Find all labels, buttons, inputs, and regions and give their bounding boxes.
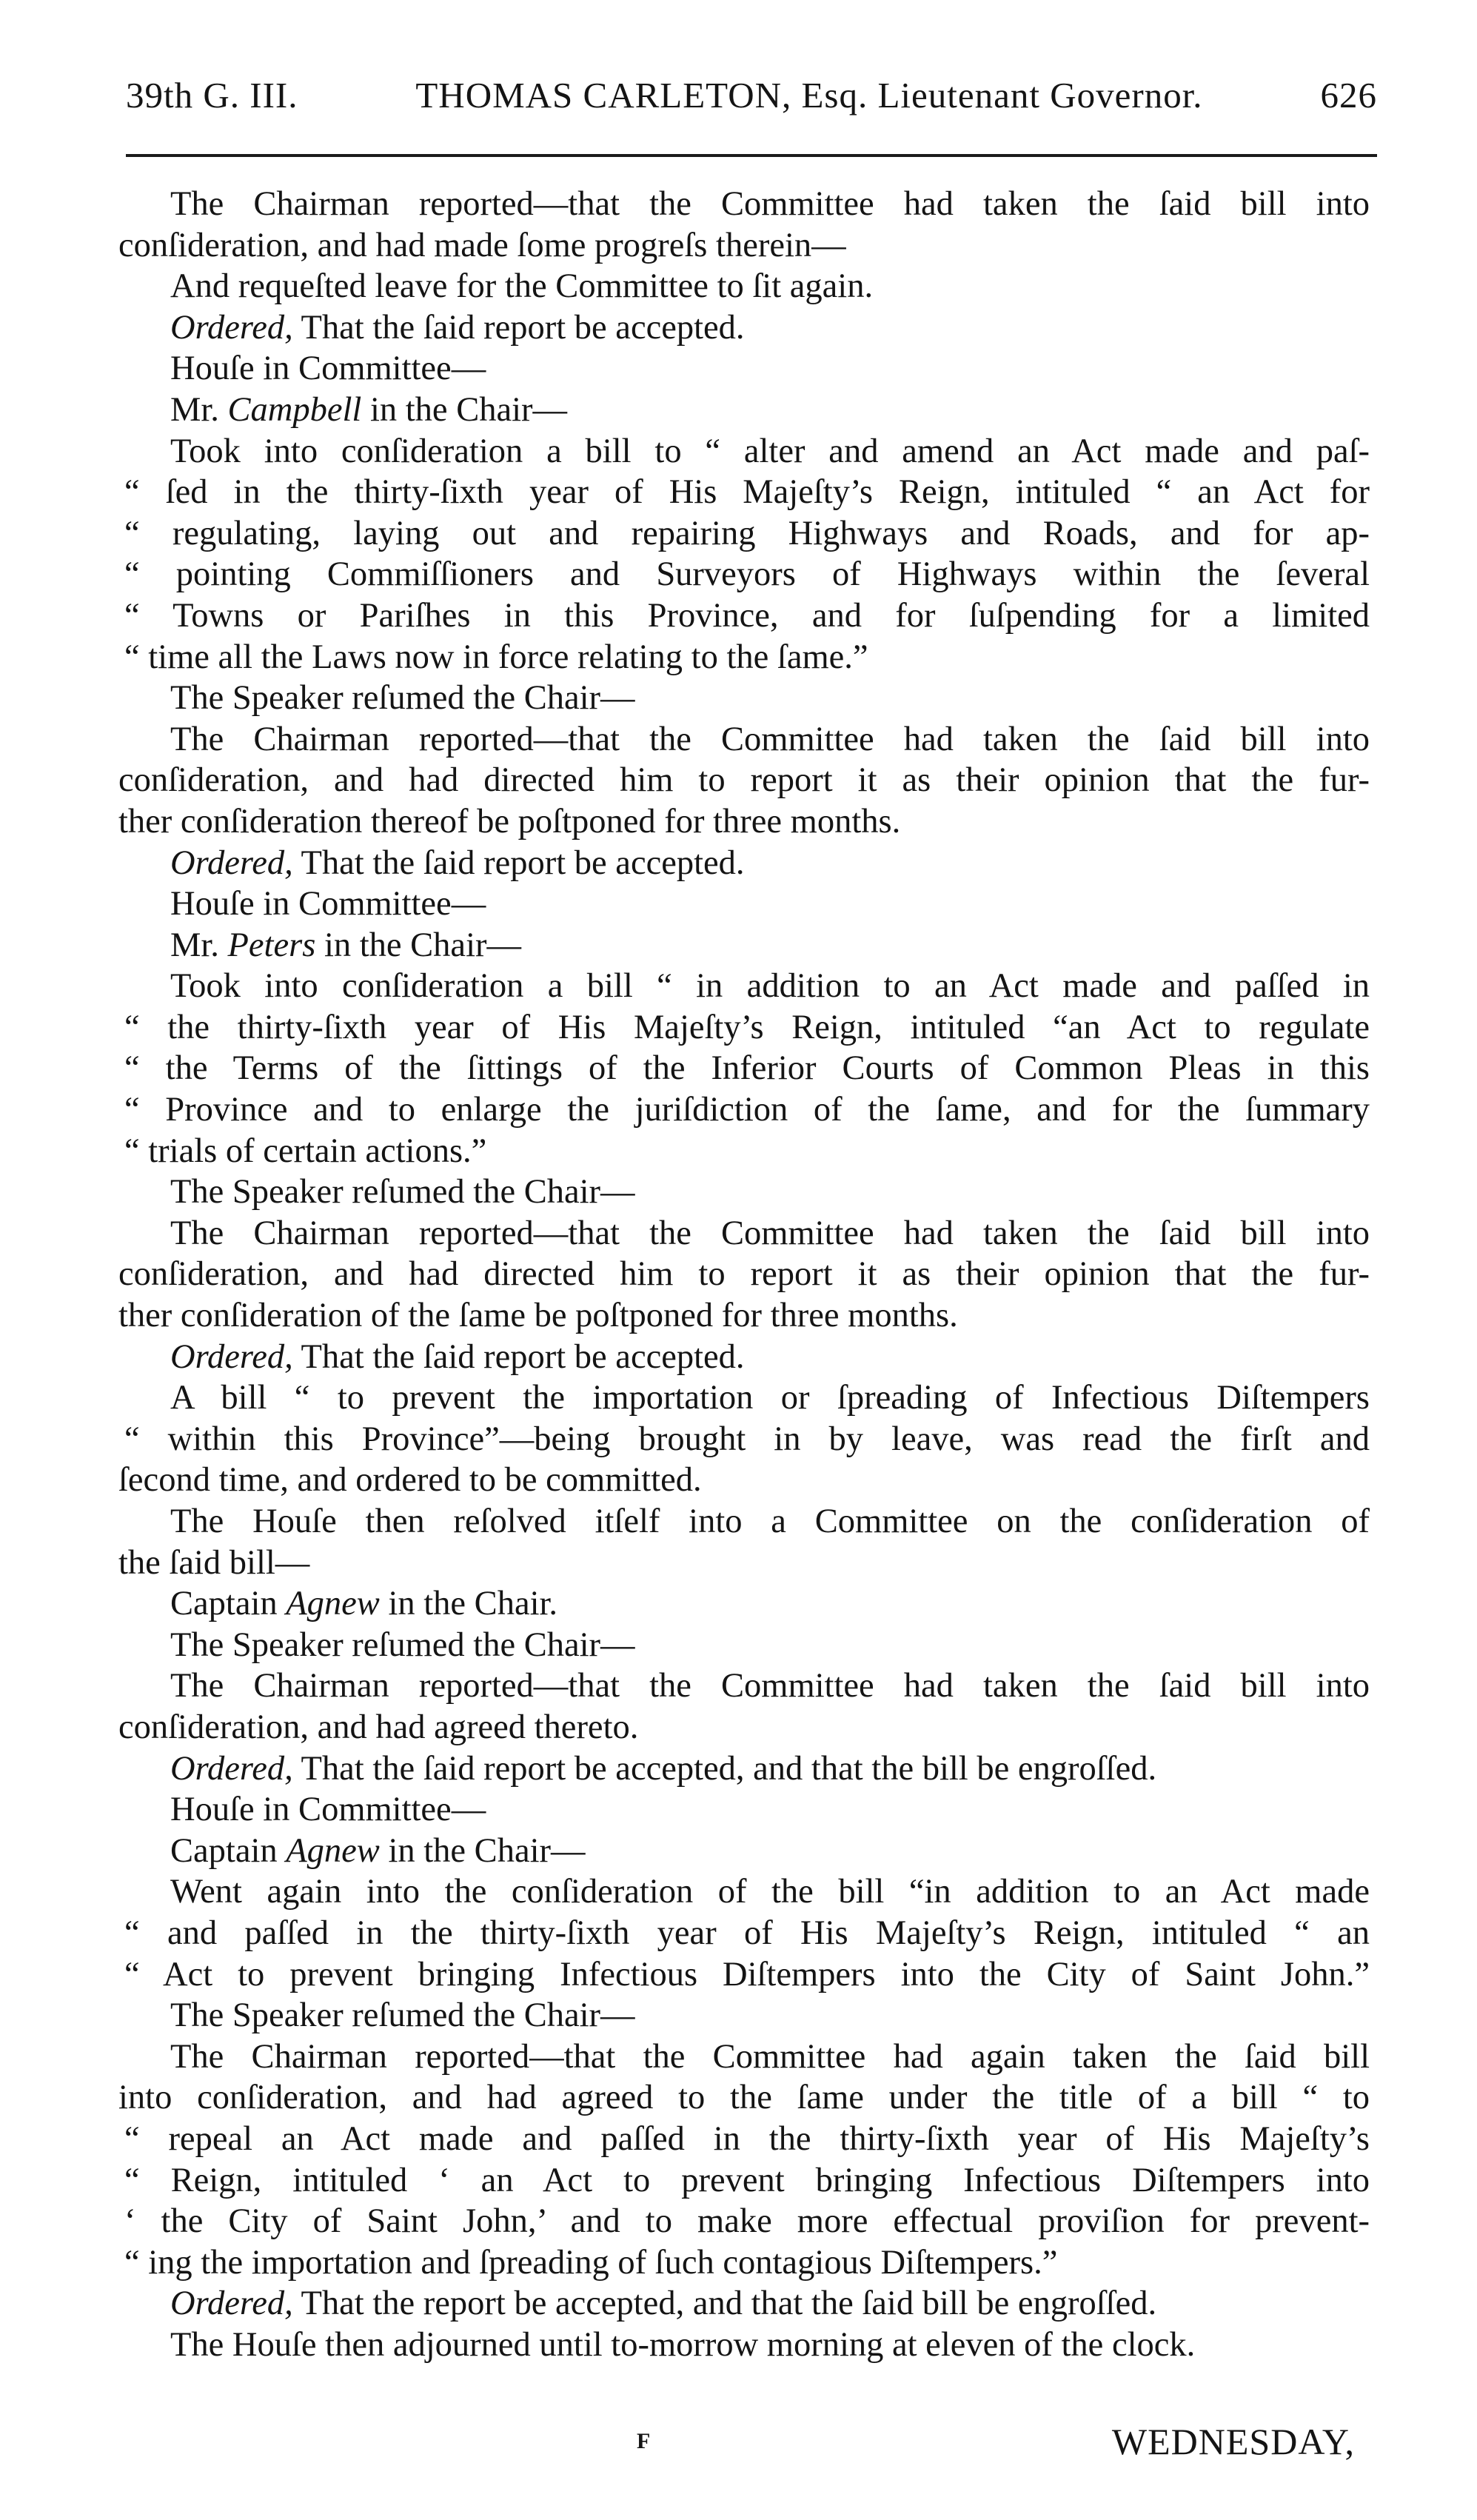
text-run: Captain — [170, 1585, 287, 1623]
text-run: That the report be accepted, and that the ſaid bill be engroſſed. — [292, 2285, 1157, 2323]
italic-run: Agnew — [286, 1831, 380, 1870]
text-run: The Chairman reported—that the Committee had taken the ſaid bill into — [170, 185, 1370, 223]
text-run: Houſe in Committee— — [170, 885, 486, 923]
italic-run: Ordered, — [170, 843, 293, 882]
journal-text — [118, 184, 1370, 2365]
text-run: in the Chair. — [379, 1585, 558, 1623]
text-run: The Chairman reported—that the Committee had again taken the ſaid bill — [170, 2037, 1370, 2076]
text-run: conſideration, and had directed him to report it as their opinion that the fur- — [118, 761, 1370, 800]
text-line — [118, 1295, 1370, 1337]
text-run: into conſideration, and had agreed to the ſame under the title of a bill “ to — [118, 2079, 1370, 2117]
text-run: The Chairman reported—that the Committee had taken the ſaid bill into — [170, 1667, 1370, 1705]
text-line — [118, 431, 1370, 472]
text-run: A bill “ to prevent the importation or ſpreading of Infectious Diſtempers — [170, 1379, 1370, 1417]
text-run: Mr. — [170, 390, 228, 429]
text-line — [118, 348, 1370, 390]
signature-mark: F — [637, 2429, 651, 2453]
text-run: Mr. — [170, 926, 228, 964]
text-run: The Speaker reſumed the Chair— — [170, 1996, 635, 2035]
text-line — [118, 1871, 1370, 1913]
text-run: “ pointing Commiſſioners and Surveyors of Highways within the ſeveral — [124, 555, 1370, 594]
text-run: in the Chair— — [315, 926, 521, 964]
text-line — [118, 307, 1370, 349]
text-run: The Speaker reſumed the Chair— — [170, 1625, 635, 1664]
text-line — [118, 1707, 1370, 1748]
text-line — [118, 1831, 1370, 1872]
text-line — [118, 184, 1370, 225]
text-line — [118, 1337, 1370, 1378]
text-run: “ within this Province”—being brought in by leave, was read the firſt and — [124, 1420, 1370, 1458]
text-line — [118, 2242, 1370, 2284]
text-run: Took into conſideration a bill to “ alter and amend an Act made and paſ- — [170, 432, 1370, 470]
text-run: That the ſaid report be accepted. — [292, 308, 745, 347]
text-line — [118, 225, 1370, 267]
text-run: Houſe in Committee— — [170, 1791, 486, 1829]
text-line — [118, 1254, 1370, 1295]
text-line — [118, 2119, 1370, 2160]
text-run: “ ſed in the thirty-ſixth year of His Majeſty’s Reign, intituled “ an Act for — [124, 473, 1370, 512]
text-run: “ regulating, laying out and repairing Highways and Roads, and for ap- — [124, 514, 1370, 552]
text-run: ther conſideration thereof be poſtponed for three months. — [118, 802, 901, 840]
text-run: “ Province and to enlarge the juriſdiction of the ſame, and for the ſummary — [124, 1091, 1370, 1129]
text-run: The Chairman reported—that the Committee had taken the ſaid bill into — [170, 1214, 1370, 1252]
text-run: “ Towns or Pariſhes in this Province, and for ſuſpending for a limited — [124, 596, 1370, 635]
text-line — [118, 2160, 1370, 2202]
text-line — [118, 1583, 1370, 1625]
text-run: And requeſted leave for the Committee to ſit again. — [170, 267, 874, 306]
text-line — [118, 1048, 1370, 1089]
text-run: That the ſaid report be accepted. — [292, 1337, 745, 1376]
italic-run: Ordered, — [170, 1337, 293, 1376]
text-line — [118, 2077, 1370, 2119]
text-line — [118, 1419, 1370, 1460]
italic-run: Ordered, — [170, 2285, 293, 2323]
text-line — [118, 843, 1370, 884]
text-line — [118, 1625, 1370, 1666]
italic-run: Ordered, — [170, 1749, 293, 1788]
text-run: Went again into the conſideration of the bill “in addition to an Act made — [170, 1873, 1370, 1911]
italic-run: Peters — [227, 926, 316, 964]
text-line — [118, 1460, 1370, 1501]
text-run: “ repeal an Act made and paſſed in the thirty-ſixth year of His Majeſty’s — [124, 2119, 1370, 2158]
text-run: “ the thirty-ſixth year of His Majeſty’s Reign, intituled “an Act to regulate — [124, 1008, 1370, 1046]
text-line — [118, 1789, 1370, 1831]
text-run: Houſe in Committee— — [170, 350, 486, 388]
text-run: the ſaid bill— — [118, 1543, 310, 1582]
text-line — [118, 1501, 1370, 1543]
text-line — [118, 2283, 1370, 2325]
text-run: “ the Terms of the ſittings of the Inferior Courts of Common Pleas in this — [124, 1049, 1370, 1088]
text-run: “ Reign, intituled ‘ an Act to prevent bringing Infectious Diſtempers into — [124, 2161, 1370, 2199]
text-line — [118, 1913, 1370, 1954]
text-line — [118, 966, 1370, 1007]
text-run: That the ſaid report be accepted. — [292, 843, 745, 882]
text-line — [118, 2201, 1370, 2242]
text-line — [118, 472, 1370, 513]
text-line — [118, 925, 1370, 966]
page-number: 626 — [1320, 75, 1377, 116]
text-run: “ and paſſed in the thirty-ſixth year of His Majeſty’s Reign, intituled “ an — [124, 1914, 1370, 1952]
text-run: ‘ the City of Saint John,’ and to make more effectual proviſion for prevent- — [124, 2202, 1370, 2241]
text-line — [118, 1665, 1370, 1707]
text-run: conſideration, and had directed him to report it as their opinion that the fur- — [118, 1255, 1370, 1294]
text-line — [118, 1131, 1370, 1172]
header-regnal-year: 39th G. III. — [126, 75, 298, 116]
italic-run: Ordered, — [170, 308, 293, 347]
text-run: in the Chair— — [379, 1831, 586, 1870]
text-line — [118, 1213, 1370, 1254]
running-header — [126, 74, 1377, 116]
catchword: WEDNESDAY, — [1111, 2421, 1355, 2462]
text-line — [118, 1172, 1370, 1213]
text-line — [118, 1995, 1370, 2036]
text-line — [118, 1089, 1370, 1131]
text-run: “ ing the importation and ſpreading of ſuch contagious Diſtempers.” — [124, 2243, 1058, 2282]
text-run: “ Act to prevent bringing Infectious Diſtempers into the City of Saint John.” — [124, 1955, 1370, 1993]
text-line — [118, 2325, 1370, 2366]
text-line — [118, 595, 1370, 637]
text-run: conſideration, and had agreed thereto. — [118, 1708, 639, 1746]
text-run: That the ſaid report be accepted, and that the bill be engroſſed. — [292, 1749, 1157, 1788]
header-title: THOMAS CARLETON, Esq. Lieutenant Governor. — [415, 75, 1203, 116]
text-run: Took into conſideration a bill “ in addition to an Act made and paſſed in — [170, 967, 1370, 1006]
text-line — [118, 513, 1370, 555]
text-run: ther conſideration of the ſame be poſtponed for three months. — [118, 1297, 958, 1335]
text-line — [118, 801, 1370, 843]
text-run: in the Chair— — [361, 390, 568, 429]
italic-run: Campbell — [227, 390, 362, 429]
text-run: “ time all the Laws now in force relating to the ſame.” — [124, 638, 868, 676]
page-footer — [118, 2420, 1370, 2472]
text-run: The Speaker reſumed the Chair— — [170, 1173, 635, 1211]
text-line — [118, 1748, 1370, 1790]
text-line — [118, 1377, 1370, 1419]
text-run: conſideration, and had made ſome progreſs therein— — [118, 226, 846, 264]
text-run: The Speaker reſumed the Chair— — [170, 679, 635, 718]
text-line — [118, 266, 1370, 307]
text-line — [118, 1954, 1370, 1996]
text-line — [118, 637, 1370, 678]
text-line — [118, 883, 1370, 925]
text-run: ſecond time, and ordered to be committed. — [118, 1461, 702, 1500]
text-run: The Houſe then adjourned until to-morrow morning at eleven of the clock. — [170, 2325, 1196, 2364]
text-run: Captain — [170, 1831, 287, 1870]
text-line — [118, 1543, 1370, 1584]
text-run: “ trials of certain actions.” — [124, 1132, 487, 1170]
text-run: The Chairman reported—that the Committee had taken the ſaid bill into — [170, 720, 1370, 758]
text-line — [118, 554, 1370, 595]
text-run: The Houſe then reſolved itſelf into a Committee on the conſideration of — [170, 1503, 1370, 1540]
text-line — [118, 390, 1370, 431]
header-rule — [126, 154, 1377, 157]
text-line — [118, 1007, 1370, 1049]
italic-run: Agnew — [286, 1585, 380, 1623]
text-line — [118, 719, 1370, 761]
text-line — [118, 760, 1370, 801]
text-line — [118, 2036, 1370, 2078]
text-line — [118, 678, 1370, 719]
